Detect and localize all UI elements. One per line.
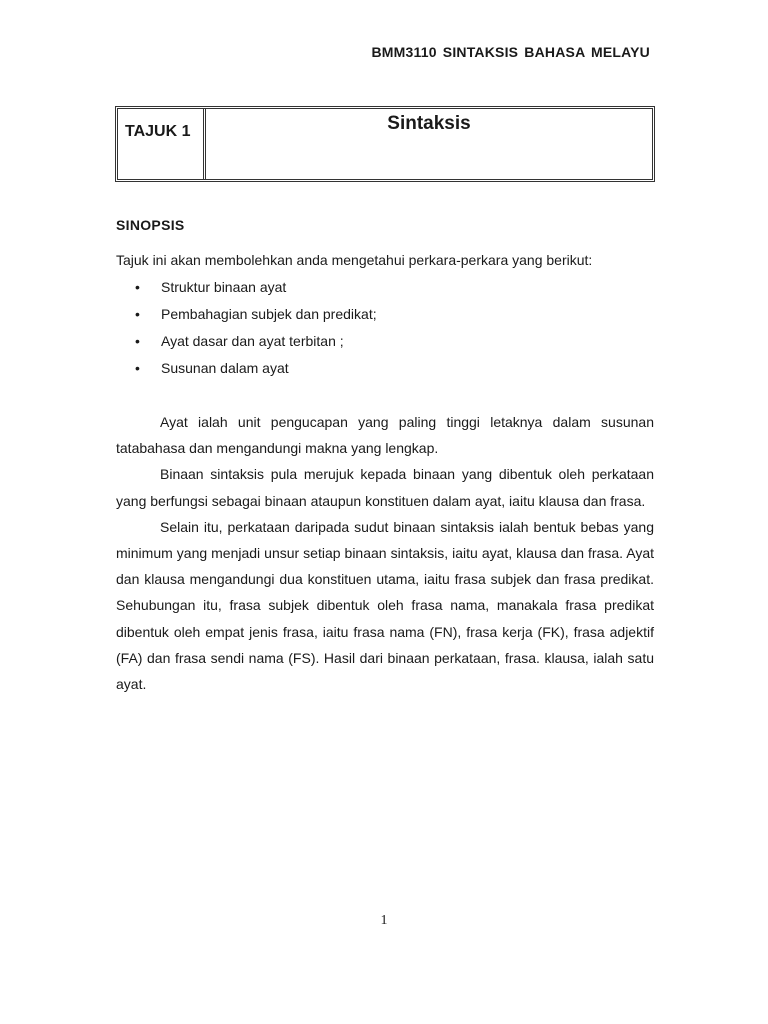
list-item-text: Susunan dalam ayat (161, 360, 289, 376)
topic-title-cell (206, 109, 652, 179)
topic-label-cell (118, 109, 206, 179)
list-item (116, 278, 656, 305)
list-item-text: Ayat dasar dan ayat terbitan ; (161, 333, 344, 349)
bullet-icon: • (135, 306, 140, 322)
list-item (116, 359, 656, 386)
bullet-icon: • (135, 360, 140, 376)
synopsis-intro: Tajuk ini akan membolehkan anda mengetahui perkara-perkara yang berikut: (116, 252, 593, 268)
body-text (116, 409, 654, 697)
topic-label: TAJUK 1 (125, 123, 191, 140)
synopsis-list (116, 278, 656, 386)
synopsis-heading: SINOPSIS (116, 217, 185, 233)
paragraph: Selain itu, perkataan daripada sudut binaan sintaksis ialah bentuk bebas yang minimum yang menjadi unsur setiap binaan sintaksis, iaitu ayat, klausa dan frasa. Ayat dan klausa mengandungi dua konstituen utama, iaitu frasa subjek dan frasa predikat. Sehubungan itu, frasa subjek dibentuk oleh frasa nama, manakala frasa predikat dibentuk oleh empat jenis frasa, iaitu frasa nama (FN), frasa kerja (FK), frasa adjektif (FA) dan frasa sendi nama (FS). Hasil dari binaan perkataan, frasa. klausa, ialah satu ayat. (116, 518, 654, 693)
bullet-icon: • (135, 333, 140, 349)
title-box (115, 106, 655, 182)
list-item-text: Struktur binaan ayat (161, 279, 287, 295)
paragraph: Ayat ialah unit pengucapan yang paling tinggi letaknya dalam susunan tatabahasa dan mengandungi makna yang lengkap. (116, 414, 654, 457)
list-item (116, 305, 656, 332)
paragraph: Binaan sintaksis pula merujuk kepada binaan yang dibentuk oleh perkataan yang berfungsi sebagai binaan ataupun konstituen dalam ayat, iaitu klausa dan frasa. (116, 466, 654, 509)
running-header: BMM3110 SINTAKSIS BAHASA MELAYU (371, 44, 650, 60)
list-item (116, 332, 656, 359)
page-number: 1 (380, 913, 388, 928)
bullet-icon: • (135, 279, 140, 295)
topic-title: Sintaksis (387, 113, 471, 134)
list-item-text: Pembahagian subjek dan predikat; (161, 306, 377, 322)
